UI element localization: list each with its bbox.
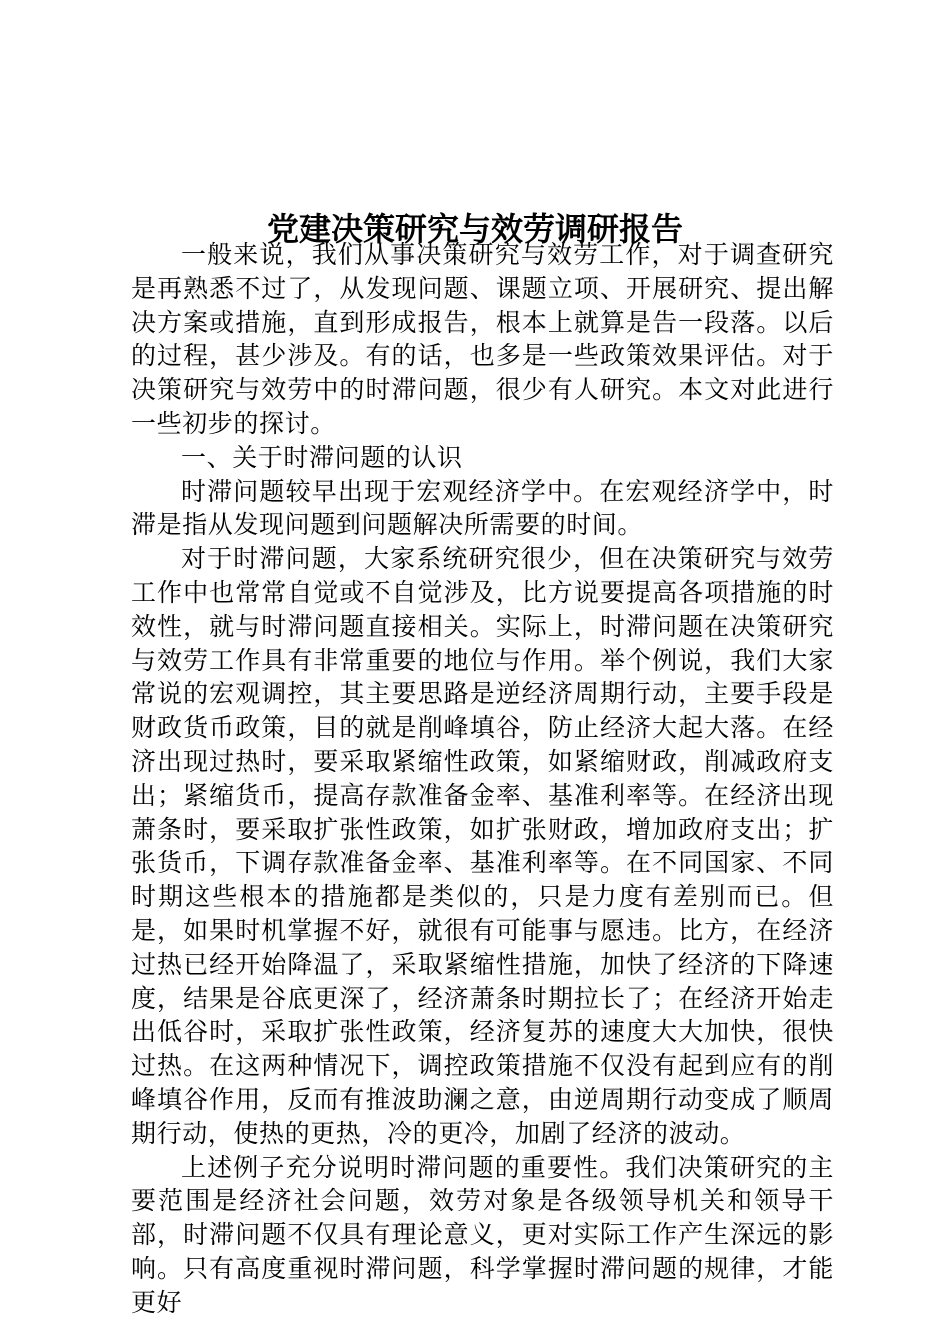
paragraph-intro: 一般来说，我们从事决策研究与效劳工作，对于调查研究是再熟悉不过了，从发现问题、课题立项、开展研究、提出解决方案或措施，直到形成报告，根本上就算是告一段落。以后的过程，甚少涉及。有的话，也多是一些政策效果评估。对于决策研究与效劳中的时滞问题，很少有人研究。本文对此进行一些初步的探讨。 [131,240,834,438]
paragraph-importance: 上述例子充分说明时滞问题的重要性。我们决策研究的主要范围是经济社会问题，效劳对象是各级领导机关和领导干部，时滞问题不仅具有理论意义，更对实际工作产生深远的影响。只有高度重视时滞问题，科学掌握时滞问题的规律，才能更好 [131,1152,834,1317]
paragraph-macro-example: 对于时滞问题，大家系统研究很少，但在决策研究与效劳工作中也常常自觉或不自觉涉及，比方说要提高各项措施的时效性，就与时滞问题直接相关。实际上，时滞问题在决策研究与效劳工作具有非常重要的地位与作用。举个例说，我们大家常说的宏观调控，其主要思路是逆经济周期行动，主要手段是财政货币政策，目的就是削峰填谷，防止经济大起大落。在经济出现过热时，要采取紧缩性政策，如紧缩财政，削减政府支出；紧缩货币，提高存款准备金率、基准利率等。在经济出现萧条时，要采取扩张性政策，如扩张财政，增加政府支出；扩张货币，下调存款准备金率、基准利率等。在不同国家、不同时期这些根本的措施都是类似的，只是力度有差别而已。但是，如果时机掌握不好，就很有可能事与愿违。比方，在经济过热已经开始降温了，采取紧缩性措施，加快了经济的下降速度，结果是谷底更深了，经济萧条时期拉长了；在经济开始走出低谷时，采取扩张性政策，经济复苏的速度大大加快，很快过热。在这两种情况下，调控政策措施不仅没有起到应有的削峰填谷作用，反而有推波助澜之意，由逆周期行动变成了顺周期行动，使热的更热，冷的更冷，加剧了经济的波动。 [131,544,834,1148]
paragraph-definition: 时滞问题较早出现于宏观经济学中。在宏观经济学中，时滞是指从发现问题到问题解决所需要的时间。 [131,476,834,540]
section-heading-1: 一、关于时滞问题的认识 [181,442,463,472]
document-title: 党建决策研究与效劳调研报告 [266,210,683,249]
document-body [131,238,834,1320]
